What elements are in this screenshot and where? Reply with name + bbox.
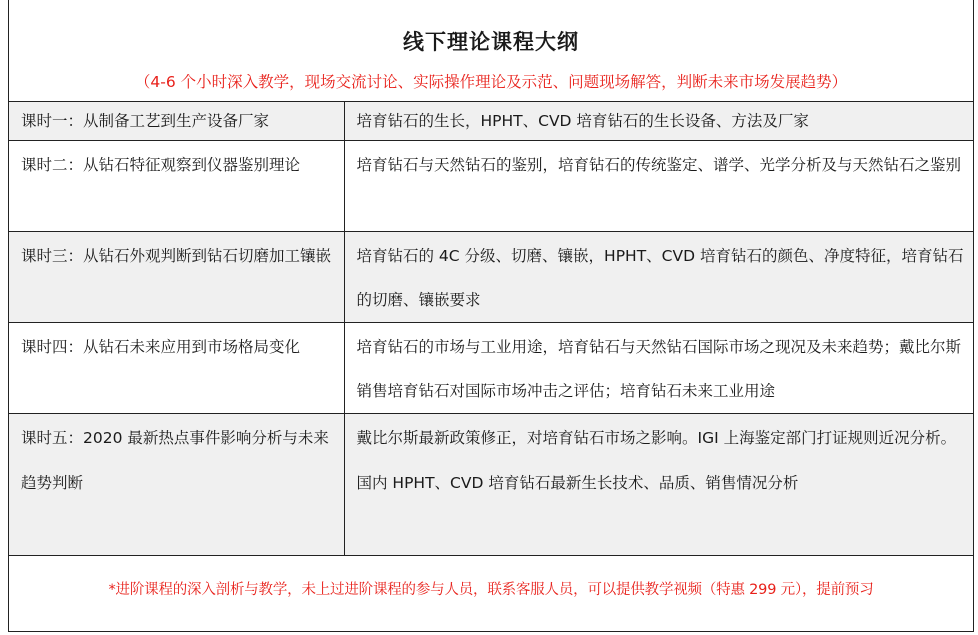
- lesson-name-cell: [9, 102, 344, 141]
- footer-note: *进阶课程的深入剖析与教学，未上过进阶课程的参与人员，联系客服人员，可以提供教学视频（特惠 299 元），提前预习: [108, 582, 874, 598]
- lesson-name: 课时三：从钻石外观判断到钻石切磨加工镶嵌: [21, 247, 332, 265]
- table-row: [9, 141, 973, 232]
- lesson-content-cell: [344, 102, 973, 141]
- lesson-content-cell: [344, 141, 973, 232]
- lesson-content: 戴比尔斯最新政策修正，对培育钻石市场之影响。IGI 上海鉴定部门打证规则近况分析。国内 HPHT、CVD 培育钻石最新生长技术、品质、销售情况分析: [356, 429, 957, 492]
- page-subtitle: （4-6 个小时深入教学，现场交流讨论、实际操作理论及示范、问题现场解答，判断未来市场发展趋势）: [134, 73, 848, 91]
- lesson-content: 培育钻石的 4C 分级、切磨、镶嵌，HPHT、CVD 培育钻石的颜色、净度特征，培育钻石的切磨、镶嵌要求: [356, 247, 964, 309]
- lesson-content: 培育钻石的市场与工业用途，培育钻石与天然钻石国际市场之现况及未来趋势；戴比尔斯销售培育钻石对国际市场冲击之评估；培育钻石未来工业用途: [356, 338, 962, 400]
- lesson-name: 课时四：从钻石未来应用到市场格局变化: [21, 338, 301, 356]
- lesson-name-cell: [9, 232, 344, 323]
- table-row: [9, 323, 973, 414]
- page-title: 线下理论课程大纲: [403, 30, 579, 54]
- table-row: [9, 232, 973, 323]
- syllabus-document: [8, 0, 974, 632]
- lesson-name: 课时一：从制备工艺到生产设备厂家: [21, 112, 270, 130]
- lesson-content: 培育钻石的生长，HPHT、CVD 培育钻石的生长设备、方法及厂家: [356, 112, 809, 130]
- lesson-content-cell: [344, 232, 973, 323]
- lesson-content-cell: [344, 323, 973, 414]
- header-block: [9, 0, 973, 102]
- syllabus-table: [9, 102, 973, 556]
- table-row: [9, 102, 973, 141]
- lesson-name-cell: [9, 141, 344, 232]
- lesson-name: 课时五：2020 最新热点事件影响分析与未来趋势判断: [21, 429, 329, 492]
- lesson-content-cell: [344, 414, 973, 556]
- table-row: [9, 414, 973, 556]
- lesson-name-cell: [9, 323, 344, 414]
- lesson-name-cell: [9, 414, 344, 556]
- lesson-name: 课时二：从钻石特征观察到仪器鉴别理论: [21, 156, 301, 174]
- lesson-content: 培育钻石与天然钻石的鉴别，培育钻石的传统鉴定、谱学、光学分析及与天然钻石之鉴别: [356, 156, 962, 174]
